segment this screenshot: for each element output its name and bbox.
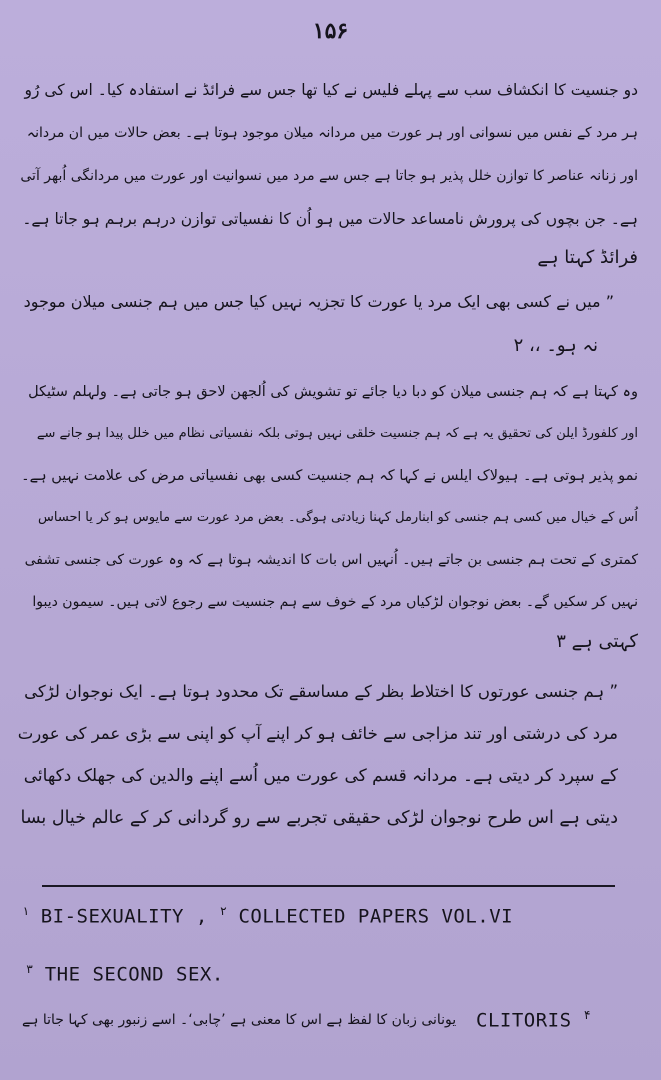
footnote-marker: ۲	[219, 904, 228, 918]
footnote-text: CLITORIS	[476, 1009, 572, 1032]
page-number: ۱۵۶	[312, 18, 349, 44]
footnote-text: BI-SEXUALITY ,	[40, 905, 208, 928]
footnote-text: THE SECOND SEX.	[44, 963, 224, 986]
text-line: اُس کے خیال میں کسی ہم جنسی کو ابنارمل کہنا زیادتی ہوگی۔ بعض مرد عورت سے مایوس ہو کر یا احساس	[38, 510, 638, 525]
footnote-text: COLLECTED PAPERS VOL.VI	[238, 905, 514, 928]
text-line: اور کلفورڈ ایلن کی تحقیق یہ ہے کہ ہم جنسیت خلقی نہیں ہوتی بلکہ نفسیاتی نظام میں خلل پیدا ہو جانے سے	[36, 426, 638, 441]
text-line: فرائڈ کہتا ہے	[537, 247, 638, 268]
footnote-marker: ۴	[583, 1008, 591, 1022]
text-line: کہتی ہے ۳	[556, 631, 638, 652]
footnote-3	[26, 962, 224, 985]
text-line: نمو پذیر ہوتی ہے۔ ہیولاک ایلس نے کہا کہ ہم جنسیت کسی بھی نفسیاتی مرض کی علامت نہیں ہے۔	[21, 468, 638, 484]
text-line: وہ کہتا ہے کہ ہم جنسی میلان کو دبا دیا جائے تو تشویش کی اُلجھن لاحق ہو جاتی ہے۔ ولہلم سٹیکل	[28, 384, 638, 400]
footnote-4-urdu: یونانی زبان کا لفظ ہے اس کا معنی ہے ’چابی‘۔ اسے زنبور بھی کہا جاتا ہے	[22, 1012, 457, 1028]
quote-line: ” میں نے کسی بھی ایک مرد یا عورت کا تجزیہ نہیں کیا جس میں ہم جنسی میلان موجود	[23, 292, 614, 311]
text-line: کمتری کے تحت ہم جنسی بن جاتے ہیں۔ اُنہیں اس بات کا اندیشہ ہوتا ہے کہ وہ عورت کی جنسی تشفی	[24, 552, 638, 568]
footnote-marker: ۳	[26, 962, 34, 976]
footnote-1	[22, 904, 513, 927]
footnote-marker: ۱	[22, 904, 30, 918]
footnote-divider	[42, 885, 615, 887]
quote-line: ” ہم جنسی عورتوں کا اختلاط بظر کے مساسقے تک محدود ہوتا ہے۔ ایک نوجوان لڑکی	[24, 682, 618, 701]
text-line: اور زنانہ عناصر کا توازن خلل پذیر ہو جاتا ہے جس سے مرد میں نسوانیت اور عورت میں مردانگی اُبھر آتی	[20, 168, 638, 184]
quote-line: نہ ہو۔ ،، ۲	[513, 335, 598, 356]
footnote-4	[476, 1008, 591, 1031]
text-line: ہر مرد کے نفس میں نسوانی اور ہر عورت میں مردانہ میلان موجود ہوتا ہے۔ بعض حالات میں ان مردانہ	[26, 125, 638, 141]
quote-line: کے سپرد کر دیتی ہے۔ مردانہ قسم کی عورت میں اُسے اپنے والدین کی جھلک دکھائی	[23, 766, 618, 786]
quote-line: مرد کی درشتی اور تند مزاجی سے خائف ہو کر اپنے آپ کو اپنی سے بڑی عمر کی عورت	[17, 724, 618, 743]
text-line: دو جنسیت کا انکشاف سب سے پہلے فلیس نے کیا تھا جس سے فرائڈ نے استفادہ کیا۔ اس کی رُو	[24, 81, 638, 99]
quote-line: دیتی ہے اس طرح نوجوان لڑکی حقیقی تجربے سے رو گردانی کر کے عالم خیال بسا	[20, 808, 618, 828]
text-line: ہے۔ جن بچوں کی پرورش نامساعد حالات میں ہو اُن کا نفسیاتی توازن درہم برہم ہو جاتا ہے۔	[22, 210, 638, 228]
text-line: نہیں کر سکیں گے۔ بعض نوجوان لڑکیاں مرد کے خوف سے ہم جنسیت سے رجوع لاتی ہیں۔ سیمون دیبوا	[32, 594, 638, 610]
